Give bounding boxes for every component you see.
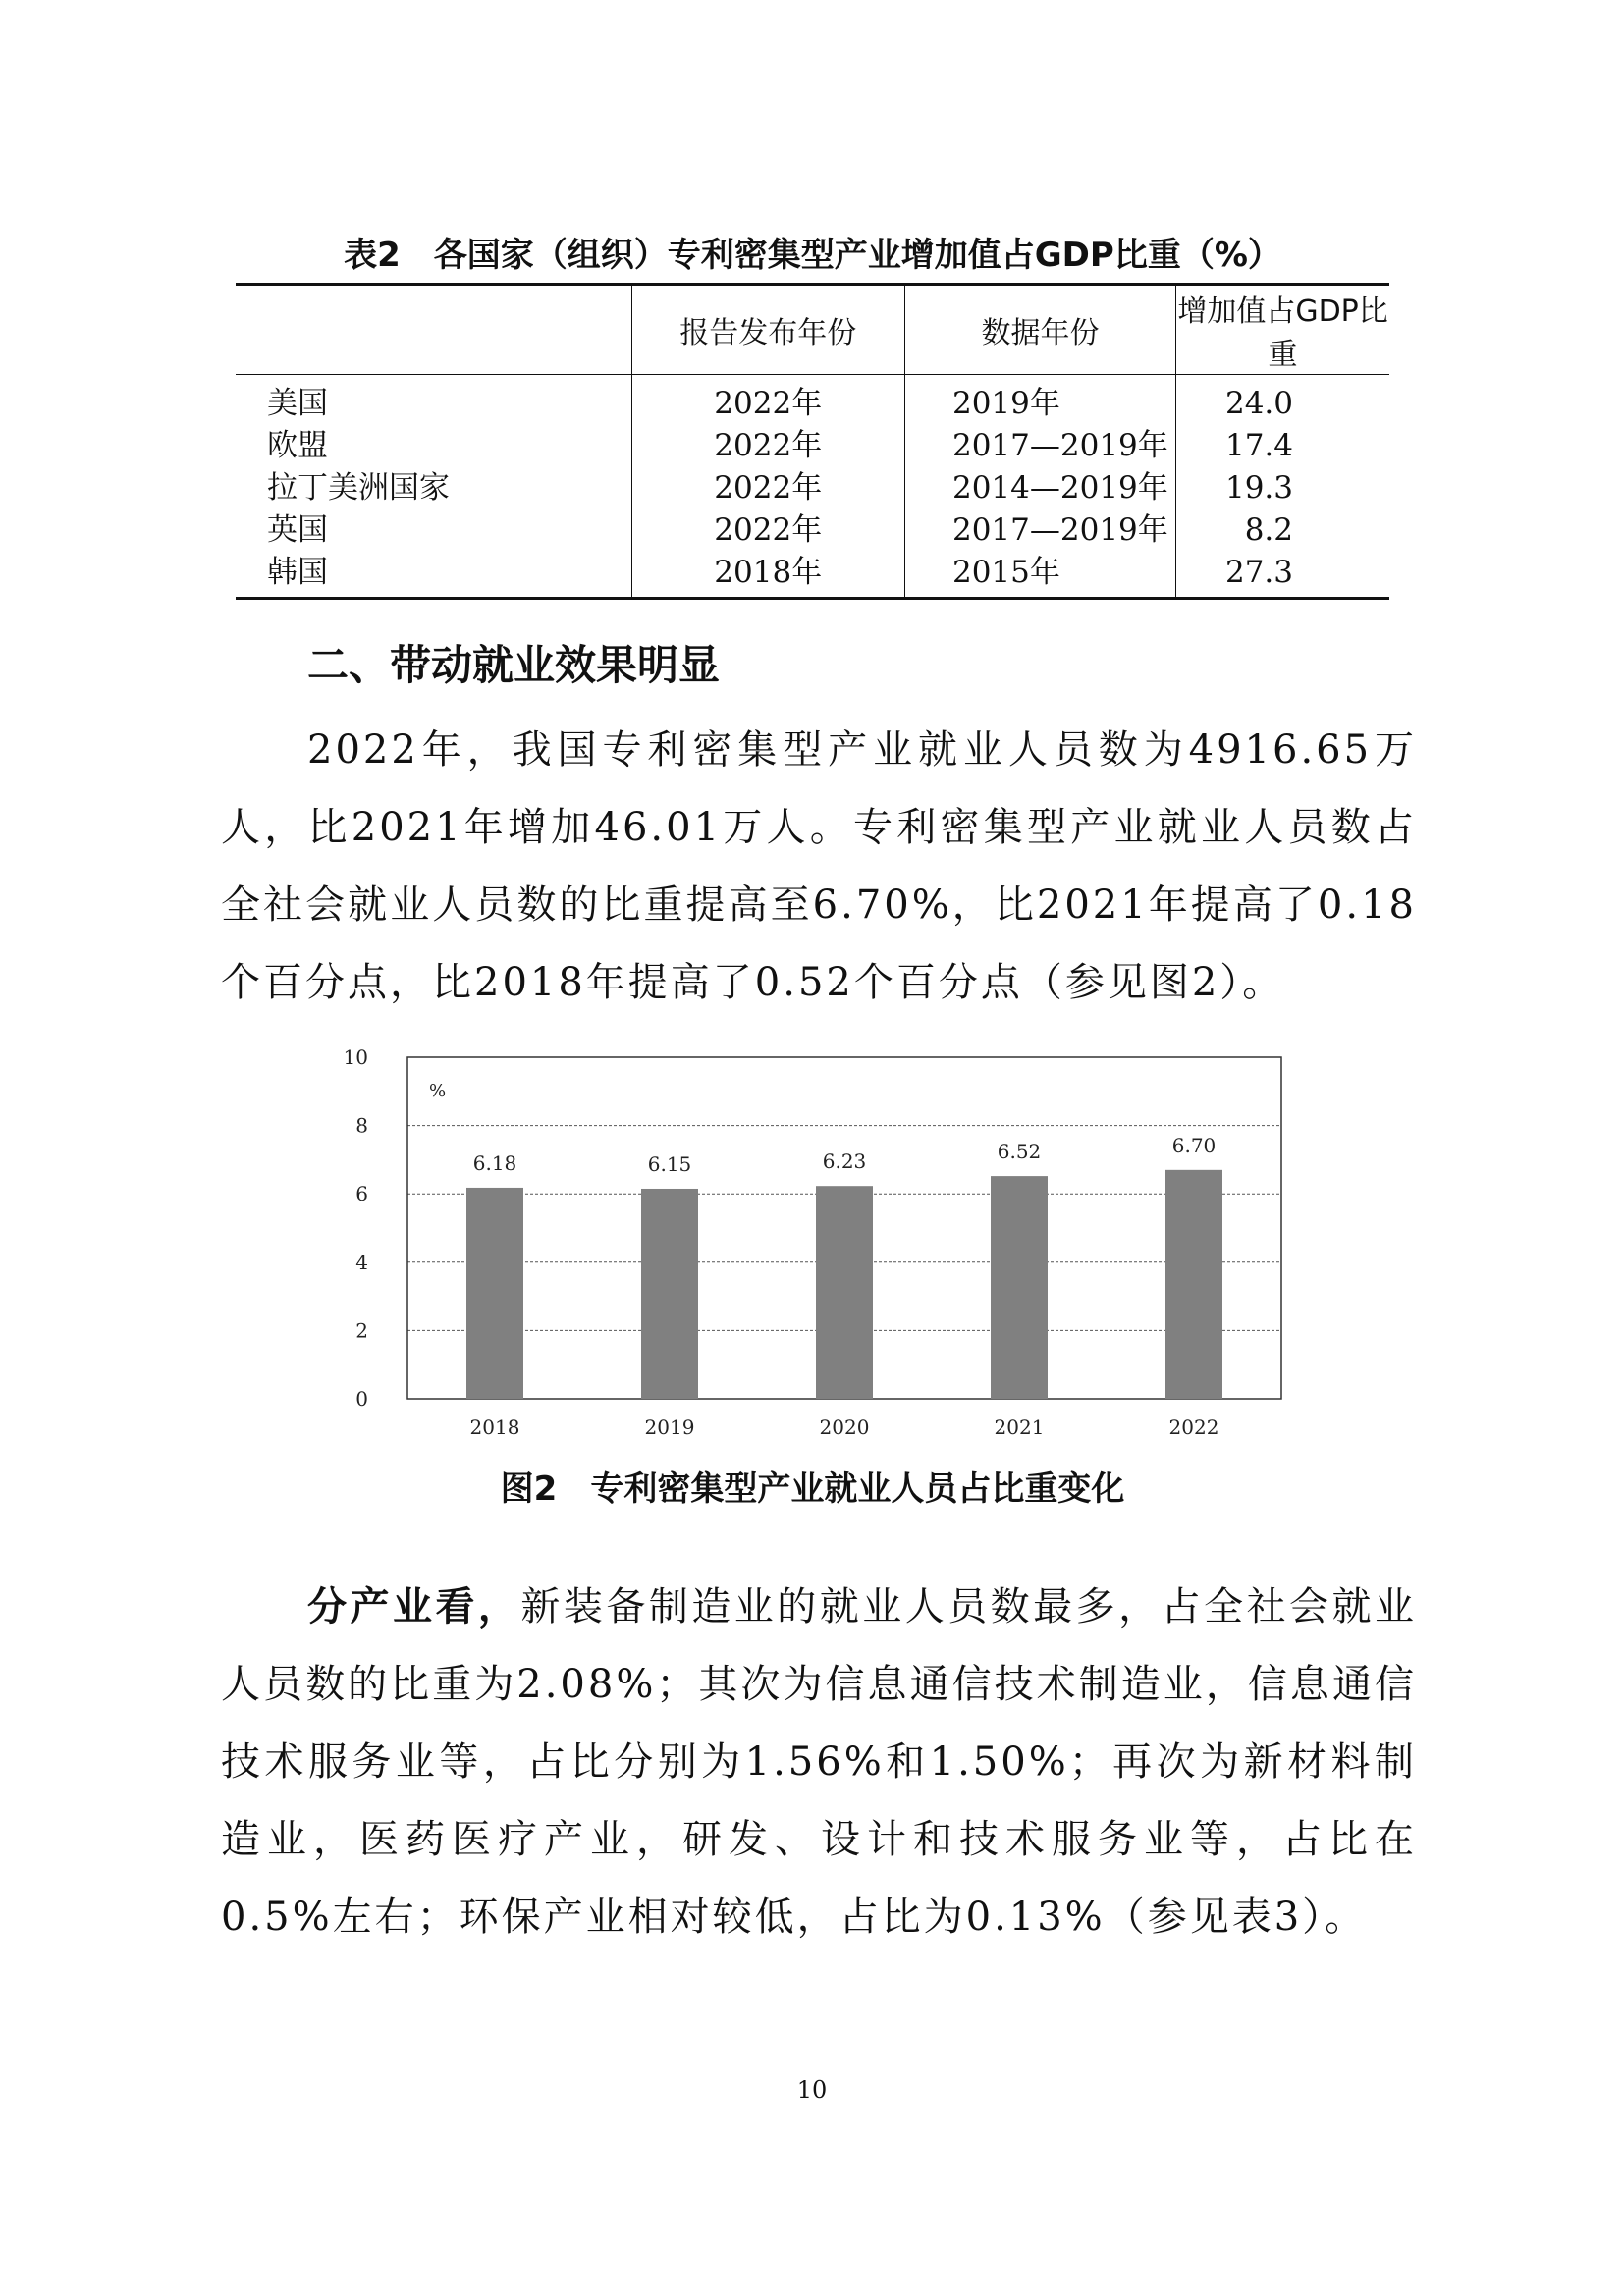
table-header-data-year: 数据年份 (904, 285, 1175, 375)
bar (466, 1188, 523, 1399)
table-header-row (236, 285, 1389, 375)
cell-data-year: 2014—2019年 (904, 467, 1175, 509)
cell-share: 27.3 (1176, 552, 1389, 599)
cell-share: 24.0 (1176, 375, 1389, 426)
table-row (236, 509, 1389, 552)
data-table (236, 283, 1389, 600)
bar-value-label: 6.23 (822, 1149, 867, 1174)
unit-label: % (429, 1081, 447, 1101)
table-header-share: 增加值占GDP比重 (1176, 285, 1389, 375)
cell-region: 英国 (267, 512, 328, 548)
figure-caption: 图2 专利密集型产业就业人员占比重变化 (500, 1469, 1125, 1509)
y-tick-label: 0 (355, 1387, 368, 1411)
cell-region: 韩国 (267, 555, 328, 590)
x-tick-label: 2021 (994, 1415, 1045, 1439)
section-heading: 二、带动就业效果明显 (307, 641, 721, 689)
cell-release-year: 2022年 (631, 375, 904, 426)
bar (641, 1189, 698, 1399)
x-tick-label: 2020 (819, 1415, 870, 1439)
paragraph-employment: 2022年，我国专利密集型产业就业人员数为4916.65万人，比2021年增加46.01万人。专利密集型产业就业人员数占全社会就业人员数的比重提高至6.70%，比2021年提高了0.18个百分点，比2018年提高了0.52个百分点（参见图2）。 (221, 727, 1417, 1005)
paragraph-by-industry (221, 1569, 1417, 1956)
cell-data-year: 2019年 (904, 375, 1175, 426)
bar-value-label: 6.52 (997, 1140, 1042, 1164)
page-number: 10 (796, 2076, 828, 2104)
y-tick-label: 10 (343, 1045, 368, 1069)
cell-release-year: 2022年 (631, 425, 904, 467)
paragraph-lead: 分产业看， (307, 1584, 521, 1629)
cell-release-year: 2018年 (631, 552, 904, 599)
cell-share: 8.2 (1176, 509, 1389, 552)
cell-release-year: 2022年 (631, 509, 904, 552)
cell-share: 19.3 (1176, 467, 1389, 509)
cell-share: 17.4 (1176, 425, 1389, 467)
employment-share-chart (324, 1036, 1306, 1448)
y-tick-label: 6 (355, 1182, 368, 1206)
cell-region: 拉丁美洲国家 (267, 470, 450, 506)
paragraph-body: 新装备制造业的就业人员数最多，占全社会就业人员数的比重为2.08%；其次为信息通信技术制造业，信息通信技术服务业等，占比分别为1.56%和1.50%；再次为新材料制造业，医药医疗产业，研发、设计和技术服务业等，占比在0.5%左右；环保产业相对较低，占比为0.13%（参见表3）。 (221, 1584, 1418, 1940)
table-title: 表2 各国家（组织）专利密集型产业增加值占GDP比重（%） (344, 236, 1281, 275)
cell-data-year: 2015年 (904, 552, 1175, 599)
bar-value-label: 6.15 (647, 1151, 692, 1176)
x-tick-label: 2018 (469, 1415, 520, 1439)
bar-value-label: 6.70 (1171, 1133, 1217, 1157)
x-tick-label: 2022 (1168, 1415, 1219, 1439)
cell-release-year: 2022年 (631, 467, 904, 509)
bar (991, 1176, 1048, 1399)
bar-value-label: 6.18 (472, 1150, 517, 1175)
bar (1165, 1170, 1222, 1399)
table-row (236, 375, 1389, 426)
table-row (236, 552, 1389, 599)
table-row (236, 467, 1389, 509)
y-tick-label: 4 (355, 1250, 368, 1274)
table-row (236, 425, 1389, 467)
y-tick-label: 8 (355, 1113, 368, 1138)
bar (816, 1186, 873, 1399)
y-tick-label: 2 (355, 1318, 368, 1343)
x-tick-label: 2019 (644, 1415, 695, 1439)
table-header-region (236, 285, 631, 375)
cell-data-year: 2017—2019年 (904, 509, 1175, 552)
table-header-release-year: 报告发布年份 (631, 285, 904, 375)
cell-region: 美国 (267, 386, 328, 421)
cell-data-year: 2017—2019年 (904, 425, 1175, 467)
cell-region: 欧盟 (267, 428, 328, 463)
